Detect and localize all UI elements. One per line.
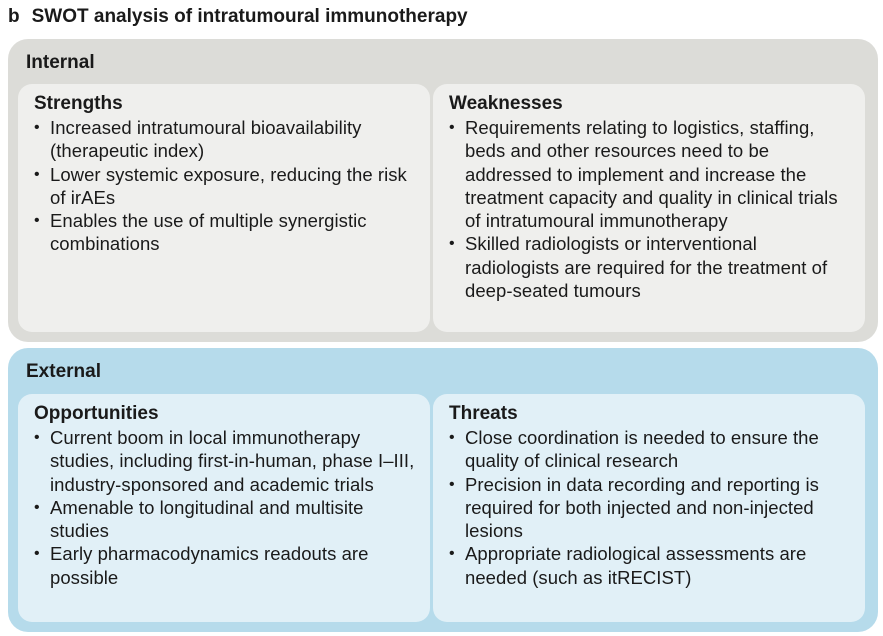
bullet-icon: • (449, 119, 455, 136)
weaknesses-card (433, 84, 865, 332)
list-item: • Early pharmacodynamics readouts are possible (34, 543, 369, 588)
list-item: • Skilled radiologists or interventional radiologists are required for the treatment of deep-seated tumours (449, 233, 828, 302)
weaknesses-title: Weaknesses (449, 93, 563, 114)
strengths-card (18, 84, 430, 332)
panel-letter: b (8, 6, 20, 27)
bullet-icon: • (34, 119, 40, 136)
internal-section (8, 39, 878, 342)
list-item: • Amenable to longitudinal and multisite studies (34, 496, 364, 542)
opportunities-card (18, 394, 430, 622)
threats-card (433, 394, 865, 622)
bullet-icon: • (449, 429, 455, 446)
threats-title: Threats (449, 403, 518, 424)
bullet-icon: • (34, 212, 40, 230)
threats-list (449, 426, 855, 589)
list-item: • Requirements relating to logistics, staffing, beds and other resources need to be addressed to implement and increase the treatment capacity and quality in clinical trials of intratumoural immunotherapy (449, 117, 838, 232)
list-item: • Precision in data recording and reporting is required for both injected and non-injected lesions (449, 473, 819, 542)
figure-title (8, 6, 468, 28)
list-item: • Lower systemic exposure, reducing the risk of irAEs (34, 163, 407, 208)
external-label: External (26, 361, 101, 382)
strengths-title: Strengths (34, 93, 123, 114)
bullet-icon: • (449, 545, 455, 563)
opportunities-list (34, 426, 420, 589)
bullet-icon: • (449, 475, 455, 493)
bullet-icon: • (34, 498, 40, 516)
internal-label: Internal (26, 52, 95, 73)
bullet-icon: • (34, 429, 40, 446)
list-item: • Appropriate radiological assessments are needed (such as itRECIST) (449, 543, 807, 588)
bullet-icon: • (449, 235, 455, 253)
list-item: • Close coordination is needed to ensure the quality of clinical research (449, 427, 819, 472)
bullet-icon: • (34, 545, 40, 563)
title-text: SWOT analysis of intratumoural immunotherapy (31, 6, 468, 27)
weaknesses-list (449, 116, 855, 302)
opportunities-title: Opportunities (34, 403, 159, 424)
external-section (8, 348, 878, 632)
list-item: • Increased intratumoural bioavailability (therapeutic index) (34, 117, 362, 162)
strengths-list (34, 116, 420, 256)
list-item: • Current boom in local immunotherapy studies, including first-in-human, phase I–III, industry-sponsored and academic trials (34, 427, 415, 495)
list-item: • Enables the use of multiple synergistic combinations (34, 210, 367, 255)
bullet-icon: • (34, 165, 40, 183)
